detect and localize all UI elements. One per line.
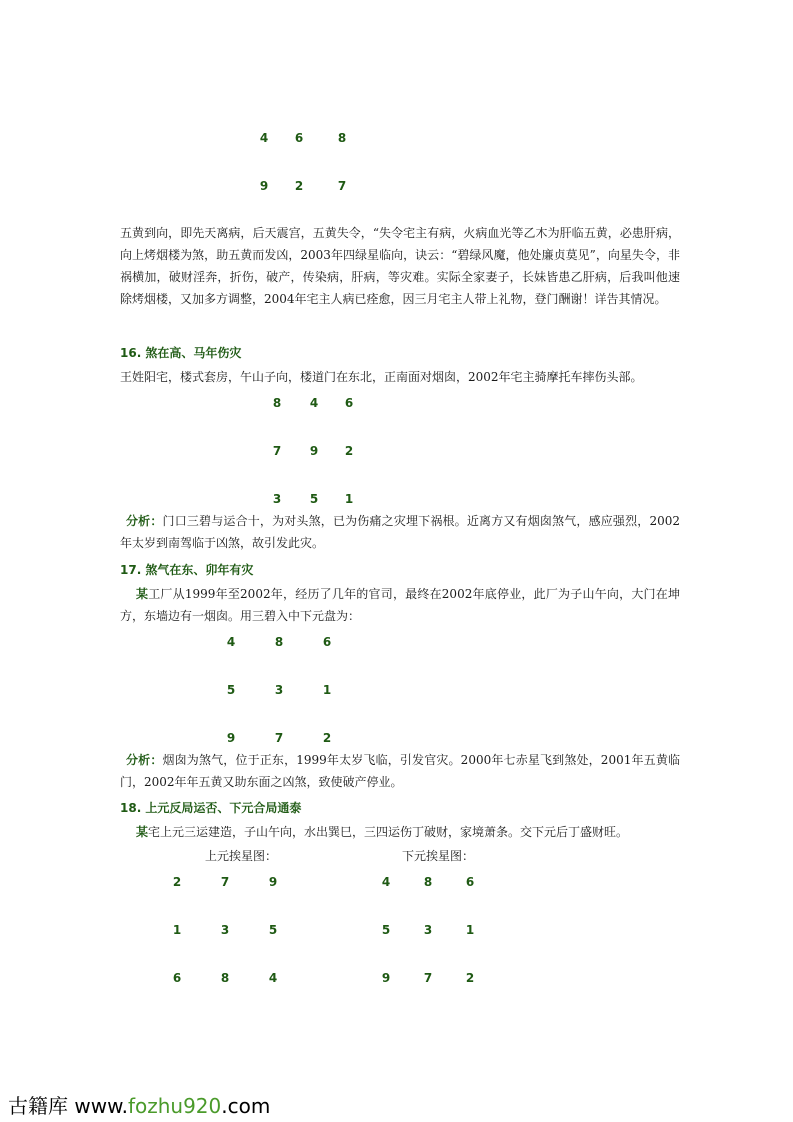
grid-cell: 4: [381, 875, 391, 889]
grid-cell: 5: [309, 492, 319, 506]
grid-cell: 3: [274, 683, 284, 697]
grid-cell: 3: [272, 492, 282, 506]
grid-cell: 7: [423, 971, 433, 985]
grid-cell: 9: [268, 875, 278, 889]
grid-cell: 2: [465, 971, 475, 985]
footer-url-prefix: www.: [74, 1094, 128, 1118]
analysis-label: 分析：: [126, 514, 163, 528]
grid-cell: 2: [344, 444, 354, 458]
grid-cell: 1: [172, 923, 182, 937]
section-16-text: 王姓阳宅，楼式套房，午山子向，楼道门在东北，正南面对烟囱，2002年宅主骑摩托车摔伤头部。: [120, 370, 643, 384]
grid-cell: 6: [294, 131, 304, 145]
section-heading-17: 17. 煞气在东、卯年有灾: [120, 563, 254, 577]
grid-cell: 2: [322, 731, 332, 745]
section-17-body: 工厂从1999年至2002年，经历了几年的官司，最终在2002年底停业，此厂为子山午向，大门在坤方，东墙边有一烟囱。用三碧入中下元盘为：: [120, 587, 680, 623]
footer-watermark[interactable]: [8, 1090, 270, 1119]
grid-cell: 3: [423, 923, 433, 937]
grid-cell: 8: [274, 635, 284, 649]
grid-cell: 9: [226, 731, 236, 745]
analysis-17: [120, 749, 680, 793]
lead-char: 某: [136, 825, 149, 839]
grid-cell: 9: [259, 179, 269, 193]
grid-cell: 8: [337, 131, 347, 145]
section-heading-16: 16. 煞在高、马年伤灾: [120, 346, 242, 360]
grid-cell: 7: [220, 875, 230, 889]
grid-cell: 6: [322, 635, 332, 649]
grid-cell: 2: [172, 875, 182, 889]
grid-cell: 8: [272, 396, 282, 410]
section-heading-18: 18. 上元反局运否、下元合局通泰: [120, 801, 302, 815]
grid-cell: 4: [226, 635, 236, 649]
footer-brand: 古籍库: [8, 1094, 68, 1118]
grid-cell: 8: [423, 875, 433, 889]
upper-chart-label: 上元挨星图：: [205, 849, 278, 863]
grid-cell: 1: [344, 492, 354, 506]
analysis-label: 分析：: [126, 753, 163, 767]
analysis-text: 烟囱为煞气，位于正东，1999年太岁飞临，引发官灾。2000年七赤星飞到煞处，2001年五黄临门，2002年年五黄又助东面之凶煞，致使破产停业。: [120, 753, 680, 789]
grid-cell: 3: [220, 923, 230, 937]
analysis-text: 门口三碧与运合十，为对头煞，已为伤痛之灾埋下祸根。近离方又有烟囱煞气，感应强烈，2002年太岁到南驾临于凶煞，故引发此灾。: [120, 514, 680, 550]
grid-cell: 7: [274, 731, 284, 745]
section-17-text: [120, 583, 680, 627]
grid-cell: 6: [465, 875, 475, 889]
grid-cell: 2: [294, 179, 304, 193]
grid-cell: 7: [337, 179, 347, 193]
footer-url-domain: fozhu920: [127, 1094, 222, 1118]
grid-cell: 8: [220, 971, 230, 985]
grid-cell: 5: [381, 923, 391, 937]
grid-cell: 6: [172, 971, 182, 985]
paragraph: 五黄到向，即先天离病，后天震宫，五黄失令，“失令宅主有病，火病血光等乙木为肝临五黄，必患肝病，向上烤烟楼为煞，助五黄而发凶，2003年四绿星临向，诀云：“碧绿风魔，他处廉贞莫见”，向星失令，非祸横加，破财淫奔，折伤，破产，传染病，肝病，等灾难。实际全家妻子，长妹皆患乙肝病，后我叫他速除烤烟楼，又加多方调整，2004年宅主人病已痊愈，因三月宅主人带上礼物，登门酬谢！详告其情况。: [120, 226, 680, 306]
grid-cell: 1: [322, 683, 332, 697]
section-18-text: [120, 821, 680, 843]
grid-cell: 5: [226, 683, 236, 697]
grid-cell: 9: [309, 444, 319, 458]
lower-chart-label: 下元挨星图：: [402, 849, 475, 863]
grid-cell: 4: [309, 396, 319, 410]
grid-cell: 4: [259, 131, 269, 145]
section-18-body: 宅上元三运建造，子山午向，水出巽巳，三四运伤丁破财，家境萧条。交下元后丁盛财旺。: [148, 825, 629, 839]
analysis-16: [120, 510, 680, 554]
grid-cell: 7: [272, 444, 282, 458]
grid-cell: 1: [465, 923, 475, 937]
grid-cell: 5: [268, 923, 278, 937]
grid-cell: 9: [381, 971, 391, 985]
footer-url-suffix: .com: [221, 1094, 271, 1118]
lead-char: 某: [136, 587, 149, 601]
grid-cell: 6: [344, 396, 354, 410]
grid-cell: 4: [268, 971, 278, 985]
